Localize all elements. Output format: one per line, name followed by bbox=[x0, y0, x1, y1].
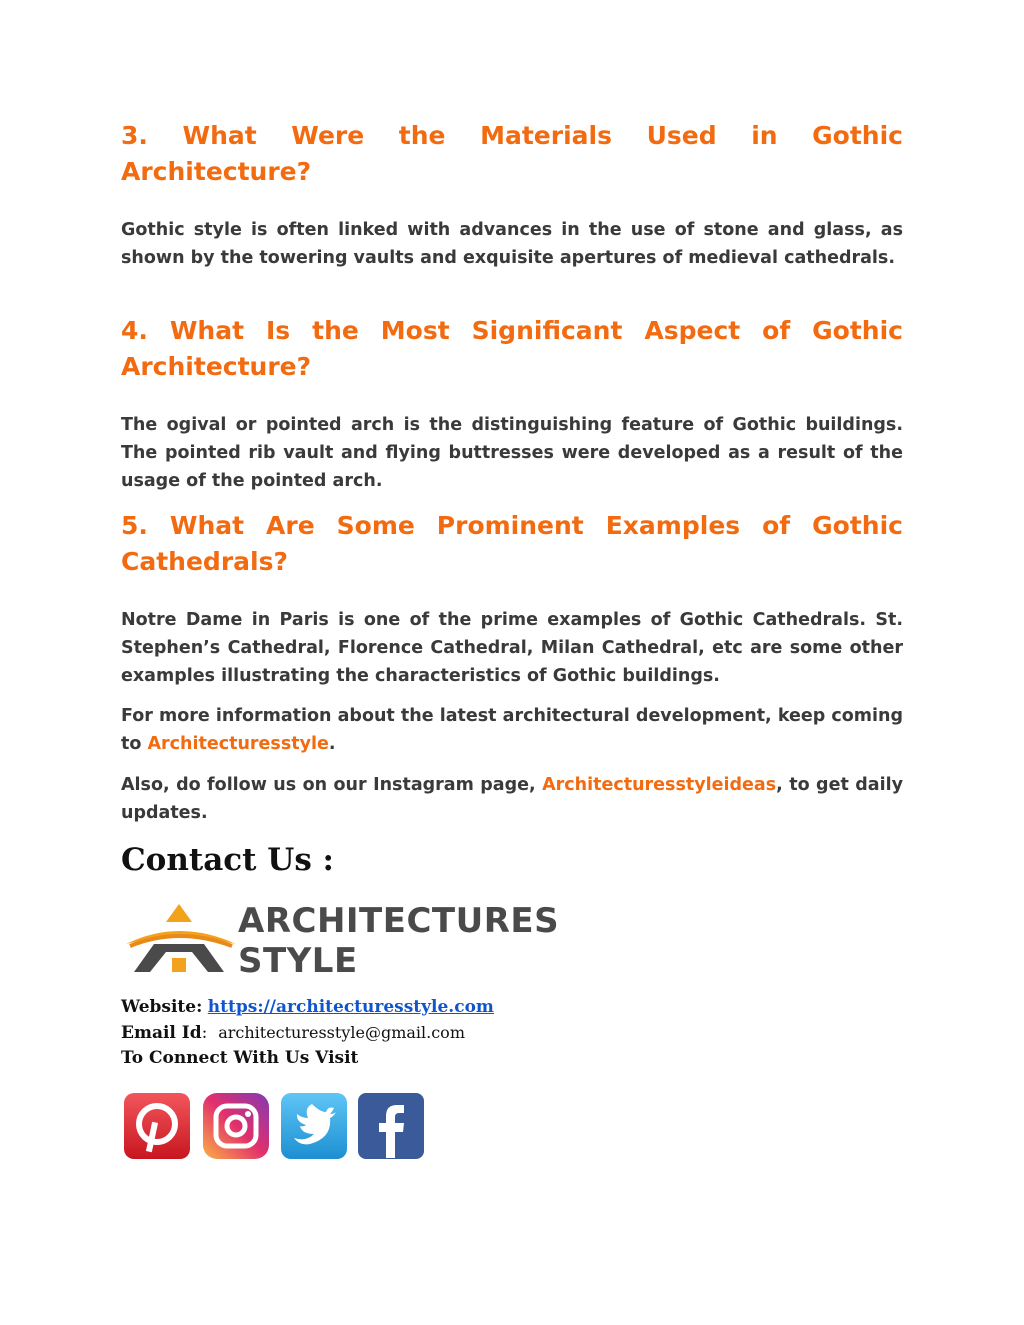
logo-line2: STYLE bbox=[238, 941, 358, 980]
twitter-icon[interactable] bbox=[280, 1092, 348, 1160]
instagram-text: Also, do follow us on our Instagram page, bbox=[121, 775, 543, 795]
connect-line bbox=[121, 1046, 903, 1071]
website-line bbox=[121, 995, 903, 1020]
contact-title: Contact Us : bbox=[121, 842, 335, 878]
email-line: Email Id: architecturesstyle@gmail.com bbox=[121, 1023, 465, 1043]
facebook-icon[interactable] bbox=[357, 1092, 425, 1160]
section-heading: 4. What Is the Most Significant Aspect of Gothic Architecture? bbox=[121, 316, 903, 381]
architectures-style-logo bbox=[124, 900, 564, 980]
website-link[interactable]: https://architecturesstyle.com bbox=[207, 997, 494, 1017]
logo-mark-icon bbox=[124, 900, 564, 980]
email-label: Email Id bbox=[121, 1023, 202, 1043]
more-info-paragraph bbox=[121, 702, 903, 758]
section-materials bbox=[121, 118, 903, 272]
architecturesstyle-link[interactable]: Architecturesstyle bbox=[147, 734, 329, 754]
more-info-tail: . bbox=[328, 734, 336, 754]
contact-section bbox=[121, 842, 903, 878]
contact-details bbox=[121, 995, 903, 1071]
section-heading: 5. What Are Some Prominent Examples of Gothic Cathedrals? bbox=[121, 511, 903, 576]
email-value[interactable]: architecturesstyle@gmail.com bbox=[218, 1023, 465, 1042]
connect-text: To Connect With Us Visit bbox=[121, 1048, 359, 1068]
instagram-tail: , to get daily updates. bbox=[121, 775, 903, 823]
section-body: Notre Dame in Paris is one of the prime examples of Gothic Cathedrals. St. Stephen’s Cathedral, Florence Cathedral, Milan Cathedral, etc are some other examples illustrating the characteristics of Gothic buildings. bbox=[121, 610, 903, 686]
instagram-link[interactable]: Architecturesstyleideas bbox=[542, 775, 777, 795]
section-examples bbox=[121, 508, 903, 690]
more-info-text: For more information about the latest architectural development, keep coming to bbox=[121, 706, 903, 754]
section-body: The ogival or pointed arch is the distinguishing feature of Gothic buildings. The pointed rib vault and flying buttresses were developed as a result of the usage of the pointed arch. bbox=[121, 415, 903, 491]
section-body: Gothic style is often linked with advances in the use of stone and glass, as shown by the towering vaults and exquisite apertures of medieval cathedrals. bbox=[121, 220, 903, 268]
pinterest-icon[interactable] bbox=[123, 1092, 191, 1160]
instagram-icon[interactable] bbox=[202, 1092, 270, 1160]
logo-line1: ARCHITECTURES bbox=[238, 901, 560, 941]
instagram-paragraph bbox=[121, 771, 903, 827]
website-label: Website: bbox=[121, 997, 203, 1017]
section-significant-aspect bbox=[121, 313, 903, 495]
section-heading: 3. What Were the Materials Used in Gothic Architecture? bbox=[121, 121, 903, 186]
